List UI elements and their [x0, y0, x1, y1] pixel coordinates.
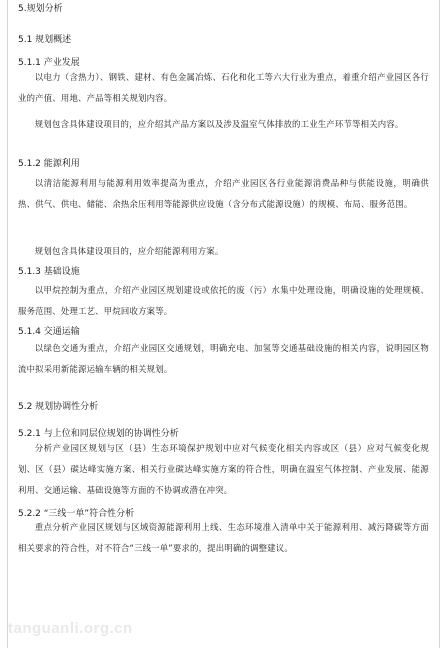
paragraph-5-1-1-b: 规划包含具体建设项目的，应介绍其产品方案以及涉及温室气体排放的工业生产环节等相关内容。	[34, 119, 404, 129]
heading-5-1-1: 5.1.1 产业发展	[18, 58, 80, 68]
heading-5-1-4: 5.1.4 交通运输	[18, 327, 80, 337]
document-page	[7, 0, 440, 648]
heading-5-2-2: 5.2.2 “三线一单”符合性分析	[18, 509, 135, 519]
heading-5-2-1: 5.2.1 与上位和同层位规划的协调性分析	[18, 429, 179, 439]
heading-5-1-2: 5.1.2 能源利用	[18, 159, 80, 169]
paragraph-5-2-1: 分析产业园区规划与区（县）生态环境保护规划中应对气候变化相关内容或区（县）应对气候变化规划、区（县）碳达峰实施方案、相关行业碳达峰实施方案的符合性，明确在温室气体控制、产业发展、能源利用、交通运输、基础设施等方面的不协调或潜在冲突。	[18, 443, 429, 495]
paragraph-5-1-3: 以甲烷控制为重点，介绍产业园区规划建设或依托的废（污）水集中处理设施，明确设施的处理规模、服务范围、处理工艺、甲烷回收方案等。	[18, 285, 429, 316]
heading-5-1: 5.1 规划概述	[18, 35, 72, 45]
watermark-text: tanguanli.org.cn	[8, 620, 133, 637]
heading-5: 5.规划分析	[18, 4, 63, 14]
paragraph-5-1-4: 以绿色交通为重点，介绍产业园区交通规划，明确充电、加氢等交通基础设施的相关内容，说明园区物流中拟采用新能源运输车辆的相关规划。	[18, 343, 429, 374]
heading-5-1-3: 5.1.3 基础设施	[18, 267, 80, 277]
paragraph-5-2-2: 重点分析产业园区规划与区域资源能源利用上线、生态环境准入清单中关于能源利用、减污降碳等方面相关要求的符合性，对不符合“三线一单”要求的，提出明确的调整建议。	[18, 522, 429, 553]
paragraph-5-1-2-a: 以清洁能源利用与能源利用效率提高为重点，介绍产业园区各行业能源消费品种与供能设施，明确供热、供气、供电、储能、余热余压利用等能源供应设施（含分布式能源设施）的规模、布局、服务范围。	[18, 178, 429, 209]
heading-5-2: 5.2 规划协调性分析	[18, 402, 99, 412]
paragraph-5-1-1-a: 以电力（含热力）、钢铁、建材、有色金属冶炼、石化和化工等六大行业为重点，着重介绍产业园区各行业的产值、用地、产品等相关规划内容。	[18, 72, 429, 103]
paragraph-5-1-2-b: 规划包含具体建设项目的，应介绍能源利用方案。	[34, 246, 224, 256]
